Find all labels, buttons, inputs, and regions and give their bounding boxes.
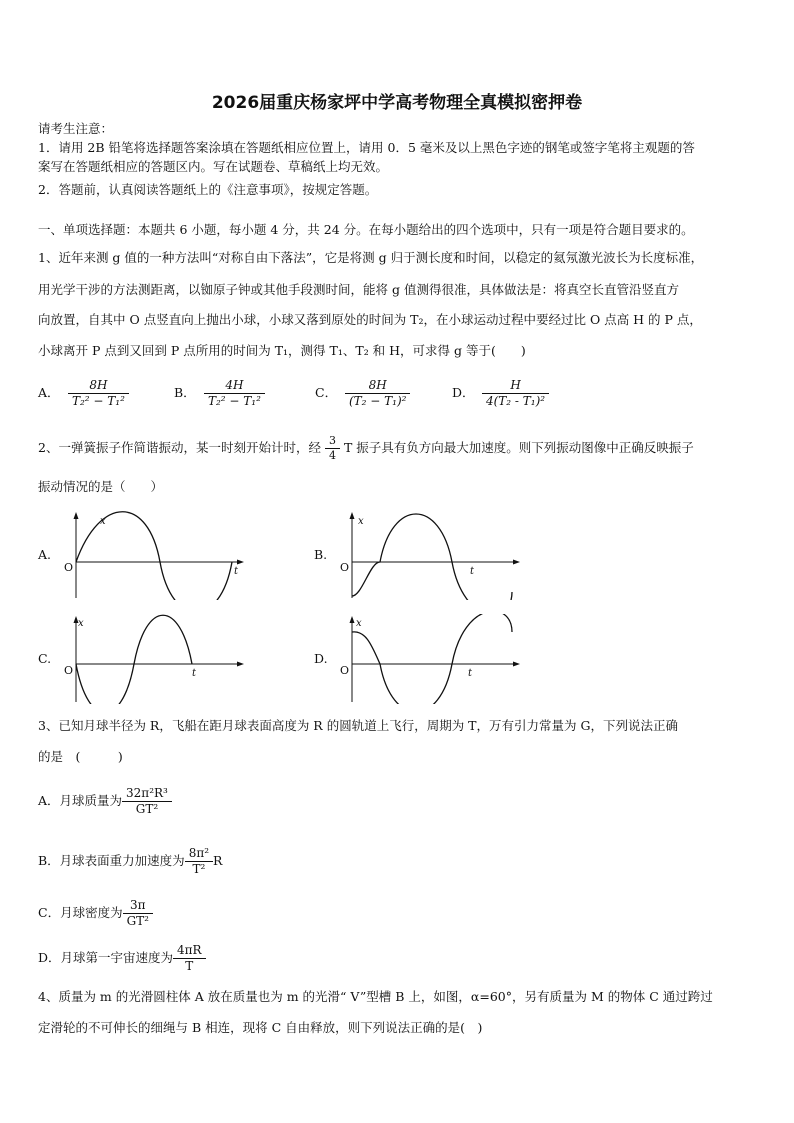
- graph-y-label: x: [358, 516, 364, 527]
- option-text: A．月球质量为: [38, 793, 123, 808]
- q4-line-2: 定滑轮的不可伸长的细绳与 B 相连，现将 C 自由释放，则下列说法正确的是( ): [38, 1020, 483, 1035]
- q2-line-1: [38, 434, 694, 463]
- q1-line-1: 1、近年来测 g 值的一种方法叫“对称自由下落法”，它是将测 g 归于测长度和时间，以稳定的氦氖激光波长为长度标准，: [38, 250, 704, 265]
- option-letter: C．: [315, 385, 338, 400]
- graph-y-label: x: [78, 618, 84, 629]
- q3-option-b[interactable]: [38, 846, 222, 877]
- graph-curve: [352, 614, 512, 704]
- q1-line-4: 小球离开 P 点到又回到 P 点所用的时间为 T₁，测得 T₁、T₂ 和 H，可求得 g 等于( ): [38, 343, 526, 358]
- q2-line-2: 振动情况的是（ ）: [38, 479, 164, 494]
- graph-letter: A.: [38, 547, 52, 562]
- y-axis-arrow: [350, 616, 355, 623]
- q3-option-c[interactable]: [38, 898, 153, 929]
- graph-origin-label: O: [64, 561, 74, 574]
- option-fraction: $\frac{\text{8π²}}{\text{T²}}$: [185, 846, 213, 877]
- q1-line-2: 用光学干涉的方法测距离，以铷原子钟或其他手段测时间，能将 g 值测得很准，具体做法是：将真空长直管沿竖直方: [38, 282, 679, 297]
- option-text: C．月球密度为: [38, 905, 123, 920]
- q2-line-1-post: T 振子具有负方向最大加速度。则下列振动图像中正确反映振子: [343, 440, 694, 455]
- graph-origin-label: O: [64, 664, 74, 677]
- option-fraction: $\frac{3\pi}{\text{GT²}}$: [123, 898, 153, 929]
- notice-heading: 请考生注意：: [38, 121, 114, 136]
- graph-x-label: t: [234, 566, 239, 577]
- option-fraction: $\frac{8H}{\text{T₂² − T₁²}}$: [68, 378, 129, 409]
- q1-line-3: 向放置，自其中 O 点竖直向上抛出小球，小球又落到原处的时间为 T₂，在小球运动过程中要经过比 O 点高 H 的 P 点，: [38, 312, 702, 327]
- option-fraction: $\frac{4\pi R}{T}$: [173, 943, 206, 974]
- graph-a-plot: [60, 510, 250, 600]
- graph-curve: [76, 615, 192, 704]
- graph-y-label: x: [100, 516, 106, 527]
- x-axis-arrow: [513, 560, 520, 565]
- q1-option-c[interactable]: [315, 378, 410, 409]
- x-axis-arrow: [237, 560, 244, 565]
- page-title: 2026届重庆杨家坪中学高考物理全真模拟密押卷: [211, 93, 583, 113]
- graph-c-plot: [60, 614, 250, 704]
- q2-fraction: $\frac{3}{4}$: [325, 434, 340, 463]
- graph-letter: B.: [314, 547, 328, 562]
- option-letter: A．: [38, 385, 60, 400]
- graph-b-plot: [336, 510, 526, 600]
- option-text: B．月球表面重力加速度为: [38, 853, 185, 868]
- x-axis-arrow: [237, 662, 244, 667]
- q2-line-1-pre: 2、一弹簧振子作简谐振动，某一时刻开始计时，经: [38, 440, 321, 455]
- graph-origin-label: O: [340, 561, 350, 574]
- q1-option-b[interactable]: [174, 378, 265, 409]
- option-letter: B．: [174, 385, 196, 400]
- option-fraction: $\frac{8H}{\text{(T₂ − T₁)²}}$: [345, 378, 411, 409]
- y-axis-arrow: [350, 512, 355, 519]
- y-axis-arrow: [74, 512, 79, 519]
- notice-item-1-line-2: 案写在答题纸相应的答题区内。写在试题卷、草稿纸上均无效。: [38, 159, 389, 174]
- section-heading: 一、单项选择题：本题共 6 小题，每小题 4 分，共 24 分。在每小题给出的四个选项中，只有一项是符合题目要求的。: [38, 222, 694, 237]
- graph-letter: C.: [38, 651, 52, 666]
- option-text: D．月球第一宇宙速度为: [38, 950, 174, 965]
- q1-option-d[interactable]: [452, 378, 549, 409]
- option-fraction: $\frac{H}{\text{4(T₂ - T₁)²}}$: [482, 378, 549, 409]
- graph-x-label: t: [468, 668, 473, 679]
- q3-line-2: 的是 ( ): [38, 749, 123, 764]
- graph-y-label: x: [356, 618, 362, 629]
- q3-line-1: 3、已知月球半径为 R，飞船在距月球表面高度为 R 的圆轨道上飞行，周期为 T，万有引力常量为 G，下列说法正确: [38, 718, 678, 733]
- graph-origin-label: O: [340, 664, 350, 677]
- option-fraction: $\frac{4H}{\text{T₂² − T₁²}}$: [204, 378, 265, 409]
- notice-item-1-line-1: 1．请用 2B 铅笔将选择题答案涂填在答题纸相应位置上，请用 0．5 毫米及以上黑色字迹的钢笔或签字笔将主观题的答: [38, 140, 695, 155]
- q1-option-a[interactable]: [38, 378, 129, 409]
- graph-x-label: t: [470, 566, 475, 577]
- q3-option-d[interactable]: [38, 943, 206, 974]
- q4-line-1: 4、质量为 m 的光滑圆柱体 A 放在质量也为 m 的光滑“ V”型槽 B 上，如图，α=60°，另有质量为 M 的物体 C 通过跨过: [38, 989, 713, 1004]
- graph-d-plot: [336, 614, 526, 704]
- option-after: R: [213, 853, 223, 868]
- graph-letter: D.: [314, 651, 328, 666]
- option-fraction: $\frac{\text{32π²R³}}{\text{GT²}}$: [122, 786, 172, 817]
- x-axis-arrow: [513, 662, 520, 667]
- graph-curve: [352, 514, 512, 600]
- graph-x-label: t: [192, 668, 197, 679]
- notice-item-2: 2．答题前，认真阅读答题纸上的《注意事项》，按规定答题。: [38, 182, 378, 197]
- q3-option-a[interactable]: [38, 786, 172, 817]
- option-letter: D．: [452, 385, 475, 400]
